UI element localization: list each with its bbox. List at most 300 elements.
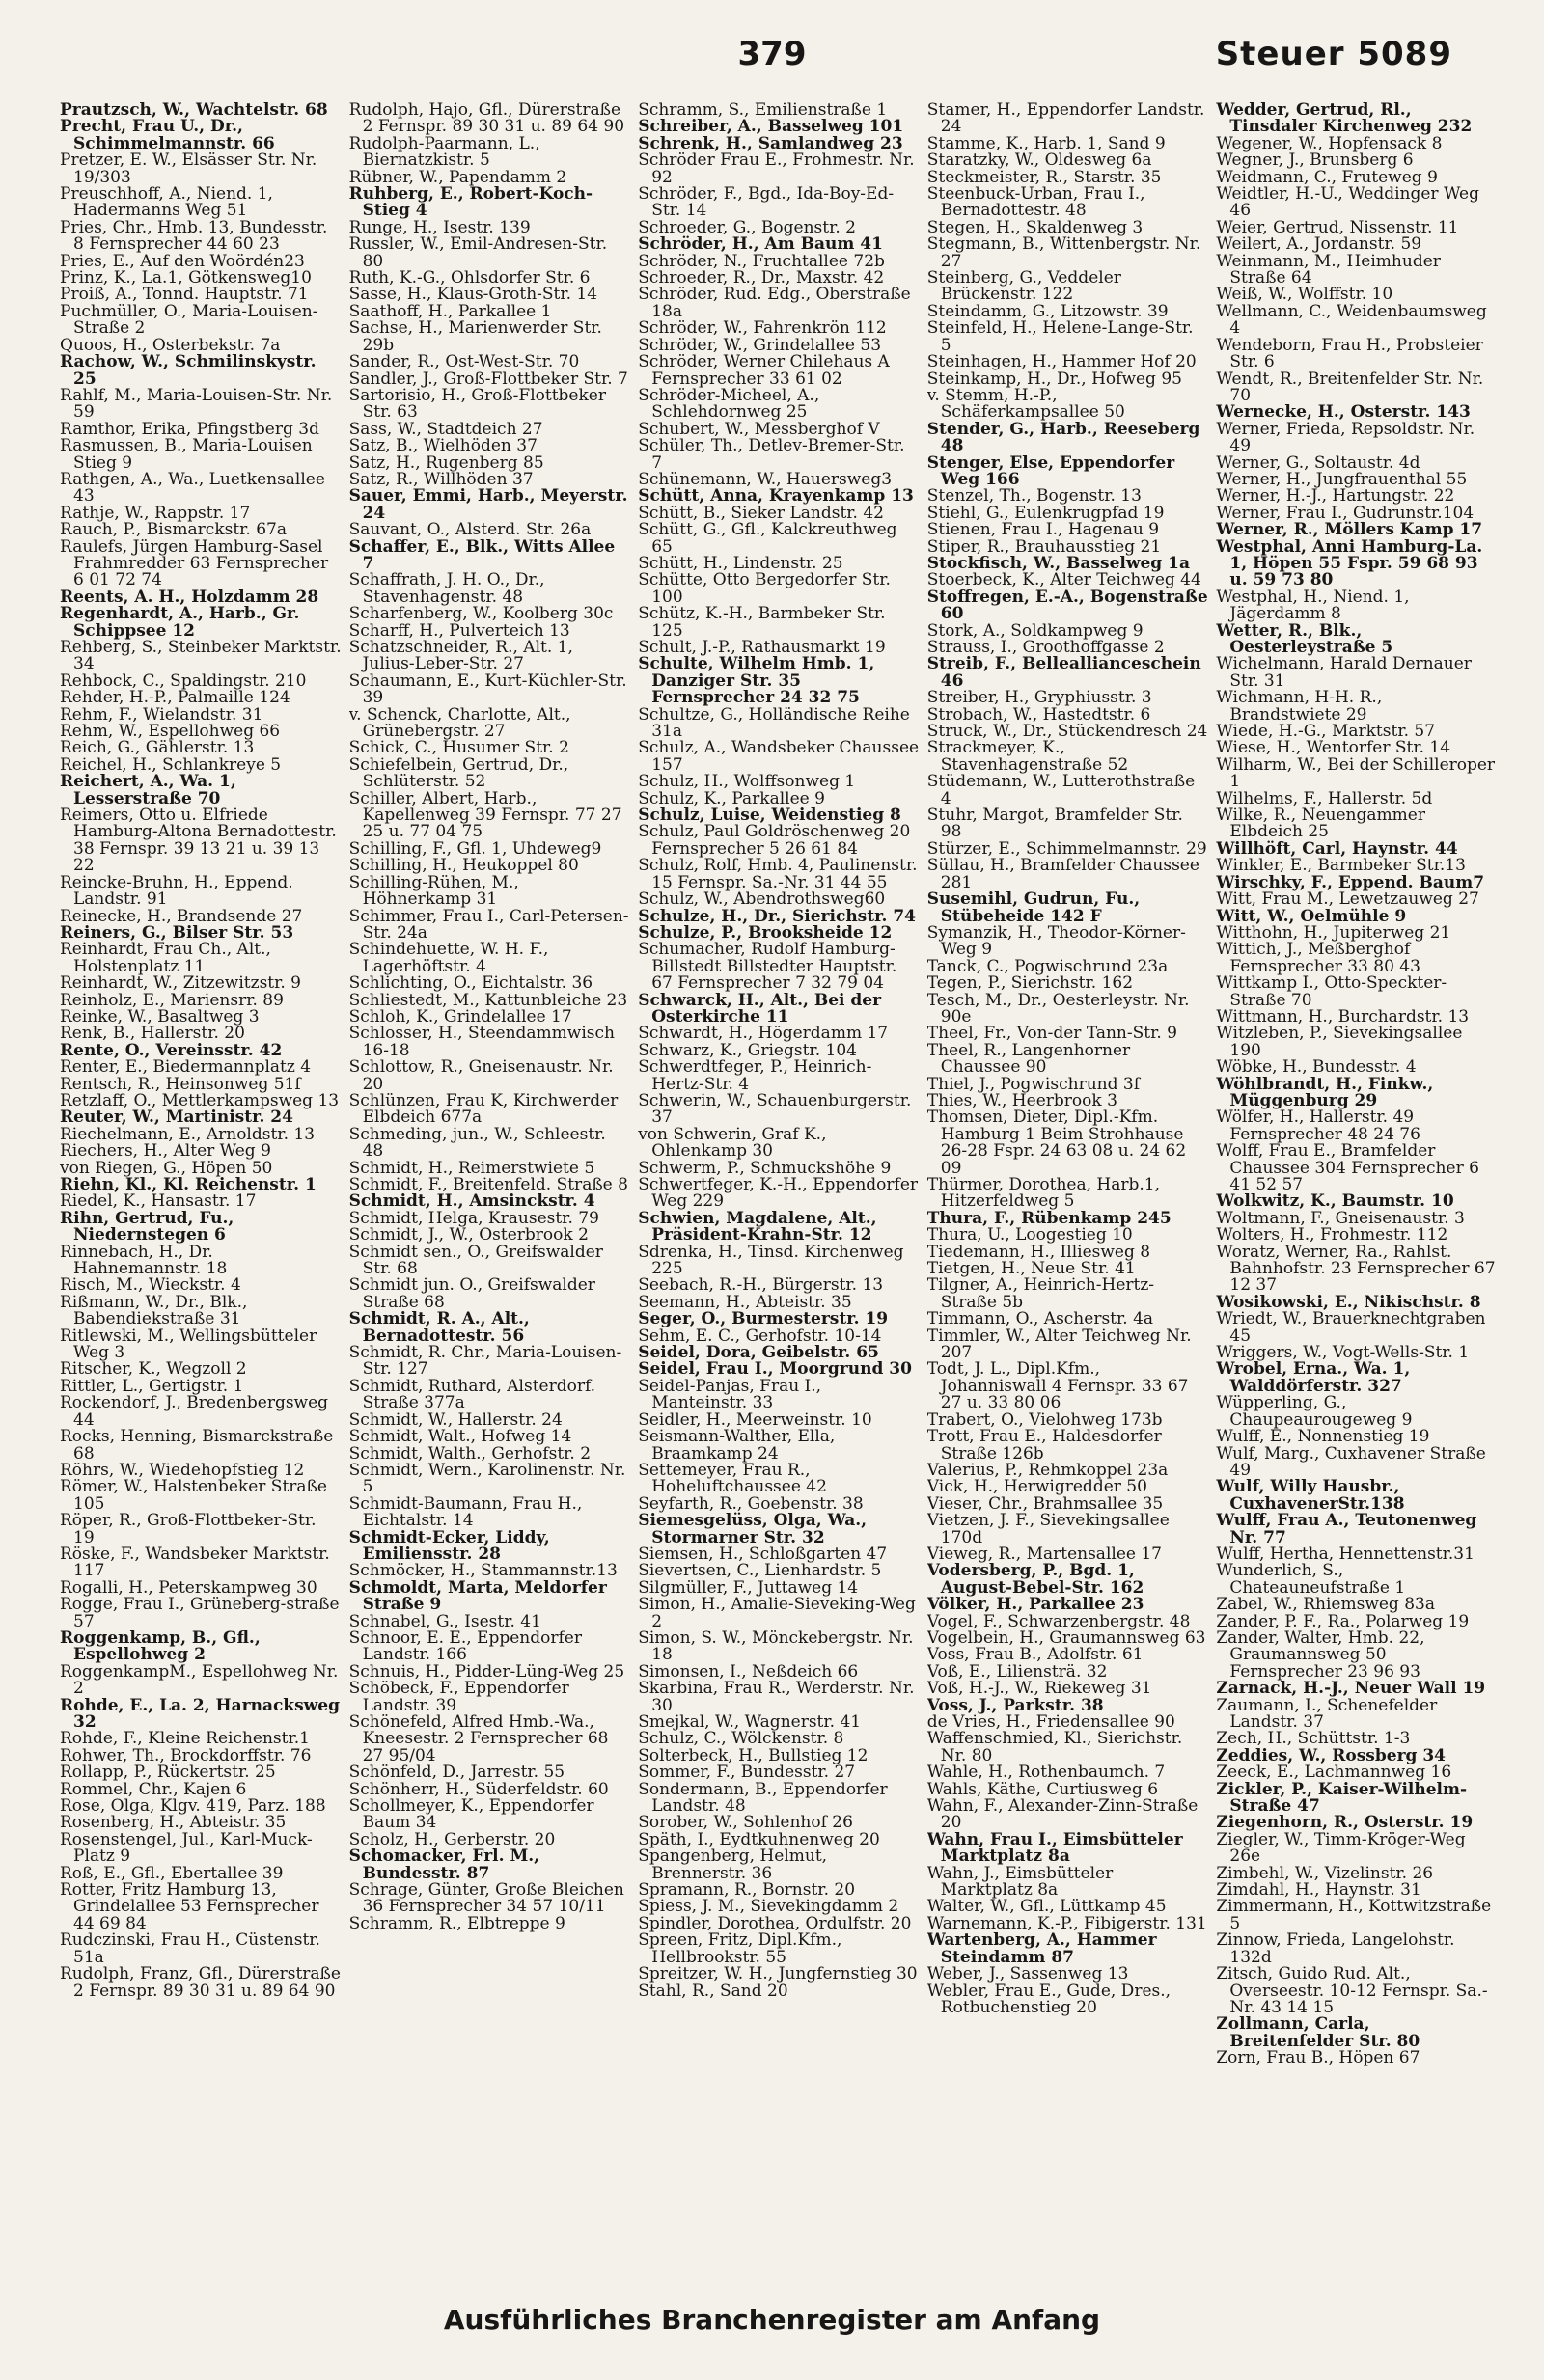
- directory-entry: Scharfenberg, W., Koolberg 30c: [348, 604, 614, 624]
- directory-entry: Weidtler, H.-U., Weddinger Weg 46: [1216, 184, 1479, 221]
- directory-entry: Roß, E., Gfl., Ebertallee 39: [60, 1863, 284, 1883]
- directory-entry: Schmidt, Helga, Krausestr. 79: [348, 1208, 599, 1228]
- directory-entry: Sauvant, O., Alsterd. Str. 26a: [348, 520, 592, 540]
- running-head: Steuer 5089: [1215, 35, 1452, 73]
- directory-entry: Schwarck, H., Alt., Bei der Osterkirche 11: [638, 990, 882, 1026]
- directory-entry: Saathoff, H., Parkallee 1: [348, 301, 552, 321]
- directory-entry: Witthohn, H., Jupiterweg 21: [1216, 922, 1451, 943]
- directory-entry: Tilgner, A., Heinrich-Hertz-Straße 5b: [926, 1275, 1155, 1312]
- directory-entry: Quoos, H., Osterbekstr. 7a: [60, 335, 281, 355]
- directory-entry: Schnuis, H., Pidder-Lüng-Weg 25: [348, 1661, 625, 1682]
- directory-entry: Thura, U., Loogestieg 10: [926, 1225, 1133, 1245]
- directory-entry: Tanck, C., Pogwischrund 23a: [926, 956, 1169, 976]
- directory-entry: Thomsen, Dieter, Dipl.-Kfm. Hamburg 1 Beim Strohhause 26-28 Fspr. 24 63 08 u. 24 62 09: [926, 1108, 1187, 1178]
- directory-entry: Schmidt, R. A., Alt., Bernadottestr. 56: [348, 1309, 530, 1346]
- directory-entry: Schroeder, R., Dr., Maxstr. 42: [638, 268, 885, 288]
- directory-entry: Seyfarth, R., Goebenstr. 38: [638, 1493, 864, 1514]
- directory-entry: Reinecke, H., Brandsende 27: [60, 906, 303, 926]
- directory-entry: Walter, W., Gfl., Lüttkamp 45: [926, 1897, 1167, 1917]
- directory-entry: Seismann-Walther, Ella, Braamkamp 24: [638, 1427, 836, 1464]
- directory-entry: Ziegenhorn, R., Osterstr. 19: [1216, 1813, 1474, 1833]
- directory-entry: Schmöcker, H., Stammannstr.13: [348, 1561, 618, 1581]
- directory-entry: Simonsen, I., Neßdeich 66: [638, 1661, 859, 1682]
- directory-entry: Streiber, H., Gryphiusstr. 3: [926, 688, 1152, 708]
- directory-entry: v. Stemm, H.-P., Schäferkampsallee 50: [926, 385, 1125, 423]
- directory-entry: Sievertsen, C., Lienhardstr. 5: [638, 1561, 882, 1581]
- directory-entry: Rittler, L., Gertigstr. 1: [60, 1376, 244, 1396]
- directory-entry: Weiß, W., Wolffstr. 10: [1216, 285, 1393, 305]
- directory-entry: Seidel, Dora, Geibelstr. 65: [638, 1343, 879, 1363]
- directory-entry: Zimbehl, W., Vizelinstr. 26: [1216, 1863, 1434, 1883]
- directory-entry: Schlichting, O., Eichtalstr. 36: [348, 973, 593, 994]
- directory-entry: Waffenschmied, Kl., Sierichstr. Nr. 80: [926, 1729, 1183, 1765]
- directory-entry: Prinz, K., La.1, Götkensweg10: [60, 268, 312, 288]
- page-footer: Ausführliches Branchenregister am Anfang: [443, 2304, 1101, 2336]
- directory-entry: Strauss, I., Groothoffgasse 2: [926, 638, 1165, 657]
- directory-entry: Wulf, Marg., Cuxhavener Straße 49: [1216, 1443, 1486, 1480]
- directory-entry: Schlünzen, Frau K, Kirchwerder Elbdeich 677a: [348, 1090, 619, 1128]
- directory-entry: Proiß, A., Tonnd. Hauptstr. 71: [60, 285, 309, 305]
- directory-entry: Sander, R., Ost-West-Str. 70: [348, 352, 580, 372]
- directory-entry: Schulz, Paul Goldröschenweg 20 Fernsprecher 5 26 61 84: [638, 822, 911, 859]
- directory-entry: Stuhr, Margot, Bramfelder Str. 98: [926, 806, 1183, 842]
- directory-entry: Trabert, O., Vielohweg 173b: [926, 1409, 1163, 1430]
- directory-entry: Schröder, H., Am Baum 41: [638, 234, 883, 255]
- directory-entry: Röhrs, W., Wiedehopfstieg 12: [60, 1460, 305, 1480]
- directory-entry: Rockendorf, J., Bredenbergsweg 44: [60, 1393, 329, 1430]
- directory-entry: Wichmann, H-H. R., Brandstwiete 29: [1216, 688, 1383, 725]
- directory-entry: Willhöft, Carl, Haynstr. 44: [1216, 838, 1458, 859]
- directory-entry: Schramm, R., Elbtreppe 9: [348, 1913, 565, 1933]
- directory-entry: Schrage, Günter, Große Bleichen 36 Fernsprecher 34 57 10/11: [348, 1880, 624, 1917]
- directory-entry: Sandler, J., Groß-Flottbeker Str. 7: [348, 369, 628, 389]
- directory-entry: Sdrenka, H., Tinsd. Kirchenweg 225: [638, 1242, 904, 1279]
- directory-entry: Wegner, J., Brunsberg 6: [1216, 150, 1414, 171]
- directory-entry: Schnabel, G., Isestr. 41: [348, 1611, 541, 1631]
- directory-entry: Riedel, K., Hansastr. 17: [60, 1191, 257, 1212]
- directory-entry: Wriedt, W., Brauerknechtgraben 45: [1216, 1309, 1486, 1346]
- directory-entry: Schult, J.-P., Rathausmarkt 19: [638, 638, 886, 657]
- directory-entry: Wunderlich, S., Chateauneufstraße 1: [1216, 1561, 1406, 1598]
- directory-entry: Stockfisch, W., Basselweg 1a: [926, 553, 1190, 573]
- directory-entry: Risch, M., Wieckstr. 4: [60, 1275, 241, 1296]
- column-5: [1216, 102, 1498, 2283]
- directory-entry: Wirschky, F., Eppend. Baum7: [1216, 872, 1485, 892]
- directory-entry: Reents, A. H., Holzdamm 28: [60, 587, 319, 607]
- directory-entry: Voß, E., Liliensträ. 32: [926, 1661, 1108, 1682]
- directory-entry: Scharff, H., Pulverteich 13: [348, 620, 570, 641]
- directory-entry: Ruth, K.-G., Ohlsdorfer Str. 6: [348, 268, 591, 288]
- directory-entry: Römer, W., Halstenbeker Straße 105: [60, 1477, 327, 1514]
- directory-entry: Wahn, F., Alexander-Zinn-Straße 20: [926, 1796, 1199, 1833]
- directory-entry: Schütt, Anna, Krayenkamp 13: [638, 486, 914, 506]
- directory-entry: Schilling, H., Heukoppel 80: [348, 856, 579, 876]
- directory-entry: Rosenberg, H., Abteistr. 35: [60, 1813, 287, 1833]
- directory-entry: Schütte, Otto Bergedorfer Str. 100: [638, 570, 891, 607]
- directory-entry: Schüler, Th., Detlev-Bremer-Str. 7: [638, 436, 905, 473]
- directory-entry: Schünemann, W., Hauersweg3: [638, 469, 893, 489]
- directory-entry: Rotter, Fritz Hamburg 13, Grindelallee 53 Fernsprecher 44 69 84: [60, 1880, 319, 1933]
- directory-entry: Werner, R., Möllers Kamp 17: [1216, 520, 1483, 540]
- directory-entry: Simon, S. W., Mönckebergstr. Nr. 18: [638, 1628, 914, 1665]
- directory-entry: Schultze, G., Holländische Reihe 31a: [638, 704, 910, 742]
- directory-entry: Witt, Frau M., Lewetzauweg 27: [1216, 889, 1479, 910]
- directory-entry: Voß, H.-J., W., Riekeweg 31: [926, 1679, 1152, 1699]
- directory-entry: Reinhardt, Frau Ch., Alt., Holstenplatz 11: [60, 940, 271, 976]
- directory-entry: Staratzky, W., Oldesweg 6a: [926, 150, 1152, 171]
- directory-entry: Renk, B., Hallerstr. 20: [60, 1024, 245, 1044]
- directory-entry: Schlosser, H., Steendammwisch 16-18: [348, 1024, 615, 1060]
- directory-entry: Schubert, W., Messberghof V: [638, 419, 880, 439]
- directory-entry: Rente, O., Vereinsstr. 42: [60, 1040, 283, 1060]
- directory-entry: Wüpperling, G., Chaupeaurougeweg 9: [1216, 1393, 1413, 1430]
- directory-entry: Schwerm, P., Schmuckshöhe 9: [638, 1158, 892, 1178]
- directory-entry: Wölfer, H., Hallerstr. 49 Fernsprecher 48 24 76: [1216, 1108, 1420, 1144]
- directory-entry: de Vries, H., Friedensallee 90: [926, 1712, 1175, 1732]
- directory-entry: Reuter, W., Martinistr. 24: [60, 1108, 293, 1128]
- directory-entry: Süllau, H., Bramfelder Chaussee 281: [926, 856, 1199, 892]
- directory-entry: Solterbeck, H., Bullstieg 12: [638, 1745, 868, 1765]
- directory-entry: Wartenberg, A., Hammer Steindamm 87: [926, 1930, 1157, 1967]
- directory-entry: Seemann, H., Abteistr. 35: [638, 1292, 852, 1312]
- directory-entry: Schulz, Rolf, Hmb. 4, Paulinenstr. 15 Fernspr. Sa.-Nr. 31 44 55: [638, 856, 918, 892]
- directory-entry: Schwardt, H., Högerdamm 17: [638, 1024, 889, 1044]
- directory-entry: Wolkwitz, K., Baumstr. 10: [1216, 1191, 1454, 1212]
- directory-entry: Stoerbeck, K., Alter Teichweg 44: [926, 570, 1201, 590]
- directory-entry: Steinberg, G., Veddeler Brückenstr. 122: [926, 268, 1121, 305]
- directory-entry: Schulz, C., Wölckenstr. 8: [638, 1729, 844, 1749]
- directory-entry: Retzlaff, O., Mettlerkampsweg 13: [60, 1090, 340, 1110]
- directory-entry: Seidel, Frau I., Moorgrund 30: [638, 1359, 912, 1380]
- directory-entry: Schröder, Werner Chilehaus A Fernsprecher 33 61 02: [638, 352, 890, 389]
- directory-entry: Rathje, W., Rappstr. 17: [60, 503, 251, 523]
- directory-entry: Schulz, Luise, Weidenstieg 8: [638, 806, 901, 826]
- directory-entry: Winkler, E., Barmbeker Str.13: [1216, 856, 1466, 876]
- directory-entry: Westphal, H., Niend. 1, Jägerdamm 8: [1216, 587, 1410, 624]
- directory-entry: Schulz, H., Wolffsonweg 1: [638, 772, 856, 792]
- directory-entry: Schollmeyer, K., Eppendorfer Baum 34: [348, 1796, 594, 1833]
- directory-entry: Rohde, E., La. 2, Harnacksweg 32: [60, 1695, 340, 1732]
- directory-entry: Pries, E., Auf den Woördén23: [60, 251, 305, 271]
- directory-entry: Wellmann, C., Weidenbaumsweg 4: [1216, 301, 1487, 339]
- directory-entry: Scholz, H., Gerberstr. 20: [348, 1829, 556, 1849]
- directory-entry: Schmidt, Walt., Hofweg 14: [348, 1427, 572, 1447]
- directory-entry: Wittkamp I., Otto-Speckter-Straße 70: [1216, 973, 1448, 1010]
- directory-entry: Reimers, Otto u. Elfriede Hamburg-Altona Bernadottestr. 38 Fernspr. 39 13 21 u. 39 13 22: [60, 806, 337, 876]
- directory-entry: Seger, O., Burmesterstr. 19: [638, 1309, 889, 1329]
- directory-entry: Schulz, K., Parkallee 9: [638, 788, 825, 808]
- directory-entry: Schimmer, Frau I., Carl-Petersen-Str. 24a: [348, 906, 629, 943]
- directory-entry: Schwien, Magdalene, Alt., Präsident-Krahn-Str. 12: [638, 1208, 877, 1245]
- directory-entry: Steenbuck-Urban, Frau I., Bernadottestr. 48: [926, 184, 1145, 221]
- directory-entry: Witt, W., Oelmühle 9: [1216, 906, 1407, 926]
- directory-columns: [60, 102, 1498, 2283]
- directory-entry: Schulz, A., Wandsbeker Chaussee 157: [638, 738, 920, 775]
- directory-entry: Ritscher, K., Wegzoll 2: [60, 1359, 247, 1380]
- directory-entry: Rudolph, Franz, Gfl., Dürerstraße 2 Fernspr. 89 30 31 u. 89 64 90: [60, 1964, 341, 2001]
- directory-entry: Stamer, H., Eppendorfer Landstr. 24: [926, 102, 1205, 137]
- directory-entry: Raulefs, Jürgen Hamburg-Sasel Frahmredder 63 Fernsprecher 6 01 72 74: [60, 536, 329, 590]
- directory-entry: Schroeder, G., Bogenstr. 2: [638, 217, 856, 237]
- directory-entry: Vieser, Chr., Brahmsallee 35: [926, 1493, 1164, 1514]
- directory-entry: Preuschhoff, A., Niend. 1, Hadermanns Weg 51: [60, 184, 273, 221]
- directory-entry: Steinhagen, H., Hammer Hof 20: [926, 352, 1197, 372]
- directory-entry: Zech, H., Schüttstr. 1-3: [1216, 1729, 1411, 1749]
- directory-entry: Rogalli, H., Peterskampweg 30: [60, 1577, 317, 1598]
- directory-entry: Werner, H., Jungfrauenthal 55: [1216, 469, 1468, 489]
- directory-entry: Völker, H., Parkallee 23: [926, 1595, 1144, 1615]
- directory-entry: Werner, Frieda, Repsoldstr. Nr. 49: [1216, 419, 1475, 456]
- directory-entry: Riehn, Kl., Kl. Reichenstr. 1: [60, 1175, 317, 1194]
- directory-entry: Schaumann, E., Kurt-Küchler-Str. 39: [348, 670, 627, 708]
- directory-entry: Wrobel, Erna., Wa. 1, Walddörferstr. 327: [1216, 1359, 1411, 1396]
- directory-entry: Schwerin, W., Schauenburgerstr. 37: [638, 1090, 912, 1128]
- directory-entry: Wahls, Käthe, Curtiusweg 6: [926, 1779, 1159, 1799]
- directory-entry: Riechers, H., Alter Weg 9: [60, 1141, 271, 1162]
- directory-entry: Schönfeld, D., Jarrestr. 55: [348, 1763, 565, 1783]
- directory-entry: Wahle, H., Rothenbaumch. 7: [926, 1763, 1166, 1783]
- directory-entry: Schulze, H., Dr., Sierichstr. 74: [638, 906, 917, 926]
- directory-entry: Stüdemann, W., Lutterothstraße 4: [926, 772, 1196, 808]
- directory-entry: Wulff, Hertha, Hennettenstr.31: [1216, 1544, 1475, 1564]
- directory-entry: Witzleben, P., Sievekingsallee 190: [1216, 1024, 1463, 1060]
- directory-entry: Vodersberg, P., Bgd. 1, August-Bebel-Str. 162: [926, 1561, 1144, 1598]
- directory-entry: Rehm, F., Wielandstr. 31: [60, 704, 263, 725]
- directory-entry: Wilke, R., Neuengammer Elbdeich 25: [1216, 806, 1425, 842]
- directory-entry: Rißmann, W., Dr., Blk., Babendiekstraße 31: [60, 1292, 248, 1329]
- directory-entry: Schomacker, Frl. M., Bundesstr. 87: [348, 1847, 540, 1883]
- directory-entry: Schwertfeger, K.-H., Eppendorfer Weg 229: [638, 1175, 919, 1212]
- directory-entry: Pries, Chr., Hmb. 13, Bundesstr. 8 Fernsprecher 44 60 23: [60, 217, 328, 255]
- directory-entry: Zitsch, Guido Rud. Alt., Overseestr. 10-12 Fernspr. Sa.-Nr. 43 14 15: [1216, 1964, 1488, 2017]
- directory-entry: Schiefelbein, Gertrud, Dr., Schlüterstr. 52: [348, 754, 569, 792]
- directory-entry: Strackmeyer, K., Stavenhagenstraße 52: [926, 738, 1129, 775]
- directory-entry: Simon, H., Amalie-Sieveking-Weg 2: [638, 1595, 916, 1631]
- directory-entry: Röper, R., Groß-Flottbeker-Str. 19: [60, 1511, 317, 1547]
- directory-entry: Warnemann, K.-P., Fibigerstr. 131: [926, 1913, 1207, 1933]
- column-4: [927, 102, 1209, 2283]
- directory-entry: Spangenberg, Helmut, Brennerstr. 36: [638, 1847, 828, 1883]
- directory-entry: Steindamm, G., Litzowstr. 39: [926, 301, 1169, 321]
- directory-entry: Rehbock, C., Spaldingstr. 210: [60, 670, 307, 691]
- directory-entry: Werner, Frau I., Gudrunstr.104: [1216, 503, 1475, 523]
- directory-entry: Timmler, W., Alter Teichweg Nr. 207: [926, 1326, 1192, 1363]
- directory-entry: Schmidt, R. Chr., Maria-Louisen-Str. 127: [348, 1343, 622, 1380]
- directory-entry: Rogge, Frau I., Grüneberg-straße 57: [60, 1595, 340, 1631]
- directory-entry: Wendeborn, Frau H., Probsteier Str. 6: [1216, 335, 1483, 372]
- directory-entry: Struck, W., Dr., Stückendresch 24: [926, 722, 1208, 742]
- directory-entry: Wiede, H.-G., Marktstr. 57: [1216, 722, 1436, 742]
- directory-entry: Trott, Frau E., Haldesdorfer Straße 126b: [926, 1427, 1162, 1464]
- directory-entry: Schumacher, Rudolf Hamburg-Billstedt Billstedter Hauptstr. 67 Fernsprecher 7 32 79 04: [638, 940, 897, 994]
- directory-entry: Wosikowski, E., Nikischstr. 8: [1216, 1292, 1481, 1312]
- directory-entry: Woltmann, F., Gneisenaustr. 3: [1216, 1208, 1465, 1228]
- directory-entry: Schmidt, W., Hallerstr. 24: [348, 1409, 563, 1430]
- directory-entry: Rollapp, P., Rückertstr. 25: [60, 1763, 276, 1783]
- directory-entry: v. Schenck, Charlotte, Alt., Grünebergstr. 27: [348, 704, 571, 742]
- directory-entry: Vick, H., Herwigredder 50: [926, 1477, 1147, 1497]
- directory-entry: Röske, F., Wandsbeker Marktstr. 117: [60, 1544, 330, 1581]
- directory-entry: Schütt, H., Lindenstr. 25: [638, 553, 843, 573]
- directory-entry: Vogelbein, H., Graumannsweg 63: [926, 1628, 1206, 1648]
- directory-entry: Zander, P. F., Ra., Polarweg 19: [1216, 1611, 1470, 1631]
- directory-entry: Rudolph-Paarmann, L., Biernatzkistr. 5: [348, 133, 540, 171]
- directory-entry: Ramthor, Erika, Pfingstberg 3d: [60, 419, 319, 439]
- directory-entry: Satz, H., Rugenberg 85: [348, 452, 544, 473]
- directory-entry: Schmidt, Ruthard, Alsterdorf. Straße 377a: [348, 1376, 596, 1413]
- directory-entry: Schaffer, E., Blk., Witts Allee 7: [348, 536, 616, 573]
- page-number: 379: [737, 35, 807, 73]
- directory-entry: Stienen, Frau I., Hagenau 9: [926, 520, 1160, 540]
- directory-entry: Voss, J., Parkstr. 38: [926, 1695, 1104, 1715]
- directory-entry: Thürmer, Dorothea, Harb.1, Hitzerfeldweg 5: [926, 1175, 1160, 1212]
- directory-entry: Schütz, K.-H., Barmbeker Str. 125: [638, 604, 886, 641]
- directory-entry: Schmidt, H., Amsinckstr. 4: [348, 1191, 595, 1212]
- directory-entry: Wilhelms, F., Hallerstr. 5d: [1216, 788, 1433, 808]
- directory-entry: Schmoldt, Marta, Meldorfer Straße 9: [348, 1577, 607, 1615]
- directory-entry: Weber, J., Sassenweg 13: [926, 1964, 1129, 1984]
- directory-entry: Westphal, Anni Hamburg-La. 1, Höpen 55 Fspr. 59 68 93 u. 59 73 80: [1216, 536, 1483, 590]
- directory-entry: RoggenkampM., Espellohweg Nr. 2: [60, 1661, 339, 1699]
- directory-entry: Schmidt, F., Breitenfeld. Straße 8: [348, 1175, 628, 1194]
- directory-entry: Steckmeister, R., Starstr. 35: [926, 167, 1162, 187]
- directory-entry: Vieweg, R., Martensallee 17: [926, 1544, 1162, 1564]
- directory-entry: Zinnow, Frieda, Langelohstr. 132d: [1216, 1930, 1455, 1967]
- directory-entry: Todt, J. L., Dipl.Kfm., Johanniswall 4 Fernspr. 33 67 27 u. 33 80 06: [926, 1359, 1189, 1413]
- directory-entry: Streib, F., Belleallianceschein 46: [926, 654, 1201, 691]
- directory-entry: Zeeck, E., Lachmannweg 16: [1216, 1763, 1452, 1783]
- directory-entry: Reiners, G., Bilser Str. 53: [60, 922, 294, 943]
- directory-entry: Susemihl, Gudrun, Fu., Stübeheide 142 F: [926, 889, 1141, 926]
- directory-entry: Schröder, W., Grindelallee 53: [638, 335, 882, 355]
- directory-entry: Tegen, P., Sierichstr. 162: [926, 973, 1134, 994]
- directory-entry: Rathgen, A., Wa., Luetkensallee 43: [60, 469, 325, 506]
- directory-entry: Weier, Gertrud, Nissenstr. 11: [1216, 217, 1459, 237]
- directory-entry: Thiel, J., Pogwischrund 3f: [926, 1074, 1140, 1094]
- directory-entry: Schmidt sen., O., Greifswalder Str. 68: [348, 1242, 603, 1279]
- directory-entry: Schatzschneider, R., Alt. 1, Julius-Leber-Str. 27: [348, 638, 573, 674]
- directory-entry: Rosenstengel, Jul., Karl-Muck-Platz 9: [60, 1829, 313, 1867]
- directory-entry: Werner, H.-J., Hartungstr. 22: [1216, 486, 1455, 506]
- directory-entry: Wulff, Frau A., Teutonenweg Nr. 77: [1216, 1511, 1477, 1547]
- directory-entry: Wiese, H., Wentorfer Str. 14: [1216, 738, 1451, 758]
- directory-entry: Stender, G., Harb., Reeseberg 48: [926, 419, 1200, 456]
- directory-entry: Reincke-Bruhn, H., Eppend. Landstr. 91: [60, 872, 293, 910]
- directory-entry: Puchmüller, O., Maria-Louisen-Straße 2: [60, 301, 318, 339]
- directory-entry: Wulf, Willy Hausbr., CuxhavenerStr.138: [1216, 1477, 1405, 1514]
- directory-entry: Schröder, N., Fruchtallee 72b: [638, 251, 885, 271]
- directory-entry: Rasmussen, B., Maria-Louisen Stieg 9: [60, 436, 313, 473]
- directory-entry: Ziegler, W., Timm-Kröger-Weg 26e: [1216, 1829, 1466, 1867]
- directory-entry: Sass, W., Stadtdeich 27: [348, 419, 543, 439]
- directory-entry: Schaffrath, J. H. O., Dr., Stavenhagenstr. 48: [348, 570, 545, 607]
- directory-entry: Siemsen, H., Schloßgarten 47: [638, 1544, 888, 1564]
- directory-entry: Stegmann, B., Wittenbergstr. Nr. 27: [926, 234, 1201, 271]
- directory-entry: Reinhardt, W., Zitzewitzstr. 9: [60, 973, 302, 994]
- directory-entry: Reichert, A., Wa. 1, Lesserstraße 70: [60, 772, 236, 808]
- directory-entry: Rohde, F., Kleine Reichenstr.1: [60, 1729, 310, 1749]
- directory-entry: Stahl, R., Sand 20: [638, 1981, 788, 2001]
- directory-entry: Reinke, W., Basaltweg 3: [60, 1006, 260, 1026]
- directory-entry: Runge, H., Isestr. 139: [348, 217, 531, 237]
- directory-entry: Strobach, W., Hastedtstr. 6: [926, 704, 1151, 725]
- directory-entry: Reichel, H., Schlankreye 5: [60, 754, 282, 775]
- directory-entry: Smejkal, W., Wagnerstr. 41: [638, 1712, 862, 1732]
- directory-entry: Schrenk, H., Samlandweg 23: [638, 133, 903, 153]
- directory-entry: Wetter, R., Blk., Oesterleystraße 5: [1216, 620, 1393, 657]
- directory-entry: Schmidt, H., Reimerstwiete 5: [348, 1158, 595, 1178]
- directory-entry: Wittich, J., Meßberghof Fernsprecher 33 80 43: [1216, 940, 1420, 976]
- directory-entry: Werner, G., Soltaustr. 4d: [1216, 452, 1420, 473]
- directory-entry: Prautzsch, W., Wachtelstr. 68: [60, 102, 328, 120]
- directory-entry: Timmann, O., Ascherstr. 4a: [926, 1309, 1154, 1329]
- directory-entry: Wulff, E., Nonnenstieg 19: [1216, 1427, 1430, 1447]
- directory-entry: Zeddies, W., Rossberg 34: [1216, 1745, 1446, 1765]
- directory-entry: Stenzel, Th., Bogenstr. 13: [926, 486, 1142, 506]
- directory-entry: Rehder, H.-P., Palmaille 124: [60, 688, 290, 708]
- directory-entry: Sommer, F., Bundesstr. 27: [638, 1763, 856, 1783]
- directory-entry: Wilharm, W., Bei der Schilleroper 1: [1216, 754, 1496, 792]
- directory-entry: Tesch, M., Dr., Oesterleystr. Nr. 90e: [926, 990, 1190, 1026]
- directory-entry: Wittmann, H., Burchardstr. 13: [1216, 1006, 1470, 1026]
- directory-entry: Schmidt, Wern., Karolinenstr. Nr. 5: [348, 1460, 626, 1497]
- directory-entry: Schulze, P., Brooksheide 12: [638, 922, 893, 943]
- directory-entry: Schliestedt, M., Kattunbleiche 23: [348, 990, 628, 1010]
- column-1: [60, 102, 342, 2283]
- directory-entry: Wahn, J., Eimsbütteler Marktplatz 8a: [926, 1863, 1114, 1901]
- directory-entry: Rudolph, Hajo, Gfl., Dürerstraße 2 Fernspr. 89 30 31 u. 89 64 90: [348, 102, 625, 137]
- directory-entry: Stamme, K., Harb. 1, Sand 9: [926, 133, 1166, 153]
- column-3: [638, 102, 920, 2283]
- directory-entry: Sartorisio, H., Groß-Flottbeker Str. 63: [348, 385, 606, 423]
- directory-entry: Zimmermann, H., Kottwitzstraße 5: [1216, 1897, 1492, 1933]
- directory-entry: Seidel-Panjas, Frau I., Manteinstr. 33: [638, 1376, 822, 1413]
- directory-entry: Settemeyer, Frau R., Hoheluftchaussee 42: [638, 1460, 827, 1497]
- directory-entry: Zander, Walter, Hmb. 22, Graumannsweg 50 Fernsprecher 23 96 93: [1216, 1628, 1425, 1682]
- directory-entry: Webler, Frau E., Gude, Dres., Rotbuchenstieg 20: [926, 1981, 1172, 2017]
- directory-entry: Schönefeld, Alfred Hmb.-Wa., Kneesestr. 2 Fernsprecher 68 27 95/04: [348, 1712, 609, 1765]
- directory-entry: Schwarz, K., Griegstr. 104: [638, 1040, 857, 1060]
- directory-entry: Schulte, Wilhelm Hmb. 1, Danziger Str. 35 Fernsprecher 24 32 75: [638, 654, 875, 708]
- directory-entry: Schröder-Micheel, A., Schlehdornweg 25: [638, 385, 820, 423]
- directory-entry: Russler, W., Emil-Andresen-Str. 80: [348, 234, 608, 271]
- directory-entry: Schütt, G., Gfl., Kalckreuthweg 65: [638, 520, 897, 557]
- directory-entry: Wöhlbrandt, H., Finkw., Müggenburg 29: [1216, 1074, 1434, 1110]
- directory-entry: Tiedemann, H., Illiesweg 8: [926, 1242, 1151, 1262]
- directory-entry: Rübner, W., Papendamm 2: [348, 167, 567, 187]
- directory-entry: Wolters, H., Frohmestr. 112: [1216, 1225, 1448, 1245]
- directory-entry: Rahlf, M., Maria-Louisen-Str. Nr. 59: [60, 385, 333, 423]
- directory-entry: Wegener, W., Hopfensack 8: [1216, 133, 1443, 153]
- directory-entry: Wernecke, H., Osterstr. 143: [1216, 402, 1471, 423]
- directory-entry: Voss, Frau B., Adolfstr. 61: [926, 1645, 1144, 1665]
- directory-entry: Symanzik, H., Theodor-Körner-Weg 9: [926, 922, 1186, 960]
- directory-entry: Thura, F., Rübenkamp 245: [926, 1208, 1172, 1228]
- directory-entry: Spreen, Fritz, Dipl.Kfm., Hellbrookstr. 55: [638, 1930, 842, 1967]
- directory-entry: Schwerdtfeger, P., Heinrich-Hertz-Str. 4: [638, 1057, 872, 1094]
- directory-entry: Spramann, R., Bornstr. 20: [638, 1880, 856, 1901]
- directory-entry: Renter, E., Biedermannplatz 4: [60, 1057, 312, 1078]
- directory-entry: Thies, W., Heerbrook 3: [926, 1090, 1117, 1110]
- directory-entry: Zollmann, Carla, Breitenfelder Str. 80: [1216, 2014, 1420, 2051]
- directory-entry: Schmidt-Baumann, Frau H., Eichtalstr. 14: [348, 1493, 583, 1531]
- directory-entry: Weidmann, C., Fruteweg 9: [1216, 167, 1438, 187]
- directory-entry: Schmeding, jun., W., Schleestr. 48: [348, 1124, 606, 1162]
- directory-entry: Valerius, P., Rehmkoppel 23a: [926, 1460, 1169, 1480]
- directory-entry: Rudczinski, Frau H., Cüstenstr. 51a: [60, 1930, 320, 1967]
- directory-entry: Regenhardt, A., Harb., Gr. Schippsee 12: [60, 604, 300, 641]
- directory-entry: Schröder, Rud. Edg., Oberstraße 18a: [638, 285, 911, 321]
